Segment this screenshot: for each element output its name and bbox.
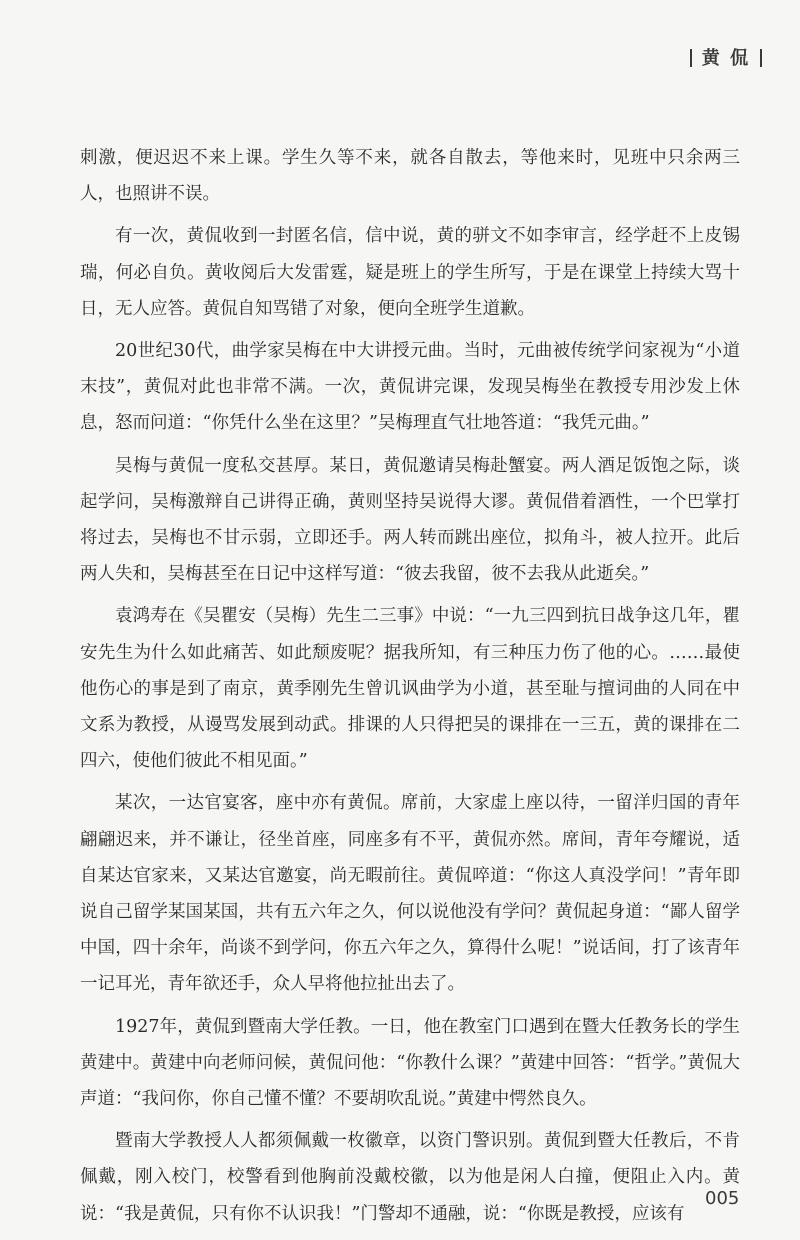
paragraph: 1927年，黄侃到暨南大学任教。一日，他在教室门口遇到在暨大任教务长的学生黄建中。黄建中向老师问候，黄侃问他：“你教什么课？”黄建中回答：“哲学。”黄侃大声道：“我问你，你自己懂不懂？不要胡吹乱说。”黄建中愕然良久。 [80, 1016, 740, 1110]
paragraph: 暨南大学教授人人都须佩戴一枚徽章，以资门警识别。黄侃到暨大任教后，不肯佩戴，刚入校门，校警看到他胸前没戴校徽，以为他是闲人白撞，便阻止入内。黄说：“我是黄侃，只有你不认识我！”门警却不通融，说：“你既是教授，应该有 [80, 1131, 740, 1224]
header-left-bar [690, 49, 692, 67]
paragraph: 某次，一达官宴客，座中亦有黄侃。席前，大家虚上座以待，一留洋归国的青年翩翩迟来，并不谦让，径坐首座，同座多有不平，黄侃亦然。席间，青年夸耀说，适自某达官家来，又某达官邀宴，尚无暇前往。黄侃啐道：“你这人真没学问！”青年即说自己留学某国某国，共有五六年之久，何以说他没有学问？黄侃起身道：“鄙人留学中国，四十余年，尚谈不到学问，你五六年之久，算得什么呢！”说话间，打了该青年一记耳光，青年欲还手，众人早将他拉扯出去了。 [80, 793, 740, 995]
paragraph: 袁鸿寿在《吴瞿安（吴梅）先生二三事》中说：“一九三四到抗日战争这几年，瞿安先生为什么如此痛苦、如此颓废呢？据我所知，有三种压力伤了他的心。……最使他伤心的事是到了南京，黄季刚先生曾讥讽曲学为小道，甚至耻与擅词曲的人同在中文系为教授，从谩骂发展到动武。排课的人只得把吴的课排在一三五，黄的课排在二四六，使他们彼此不相见面。” [80, 606, 740, 772]
running-header [680, 44, 772, 70]
paragraph: 20世纪30代，曲学家吴梅在中大讲授元曲。当时，元曲被传统学问家视为“小道末技”，黄侃对此也非常不满。一次，黄侃讲完课，发现吴梅坐在教授专用沙发上休息，怒而问道：“你凭什么坐在这里？”吴梅理直气壮地答道：“我凭元曲。” [80, 341, 740, 434]
paragraph: 吴梅与黄侃一度私交甚厚。某日，黄侃邀请吴梅赴蟹宴。两人酒足饭饱之际，谈起学问，吴梅激辩自己讲得正确，黄则坚持吴说得大谬。黄侃借着酒性，一个巴掌打将过去，吴梅也不甘示弱，立即还手。两人转而跳出座位，拟角斗，被人拉开。此后两人失和，吴梅甚至在日记中这样写道：“彼去我留，彼不去我从此逝矣。” [80, 455, 740, 585]
paragraph: 刺激，便迟迟不来上课。学生久等不来，就各自散去，等他来时，见班中只余两三人，也照讲不误。 [80, 148, 740, 205]
running-title: 黄 侃 [701, 48, 750, 69]
body-text [80, 140, 740, 1238]
page-number: 005 [705, 1188, 740, 1209]
paragraph: 有一次，黄侃收到一封匿名信，信中说，黄的骈文不如李审言，经学赶不上皮锡瑞，何必自负。黄收阅后大发雷霆，疑是班上的学生所写，于是在课堂上持续大骂十日，无人应答。黄侃自知骂错了对象，便向全班学生道歉。 [80, 226, 740, 319]
header-right-bar [760, 49, 762, 67]
